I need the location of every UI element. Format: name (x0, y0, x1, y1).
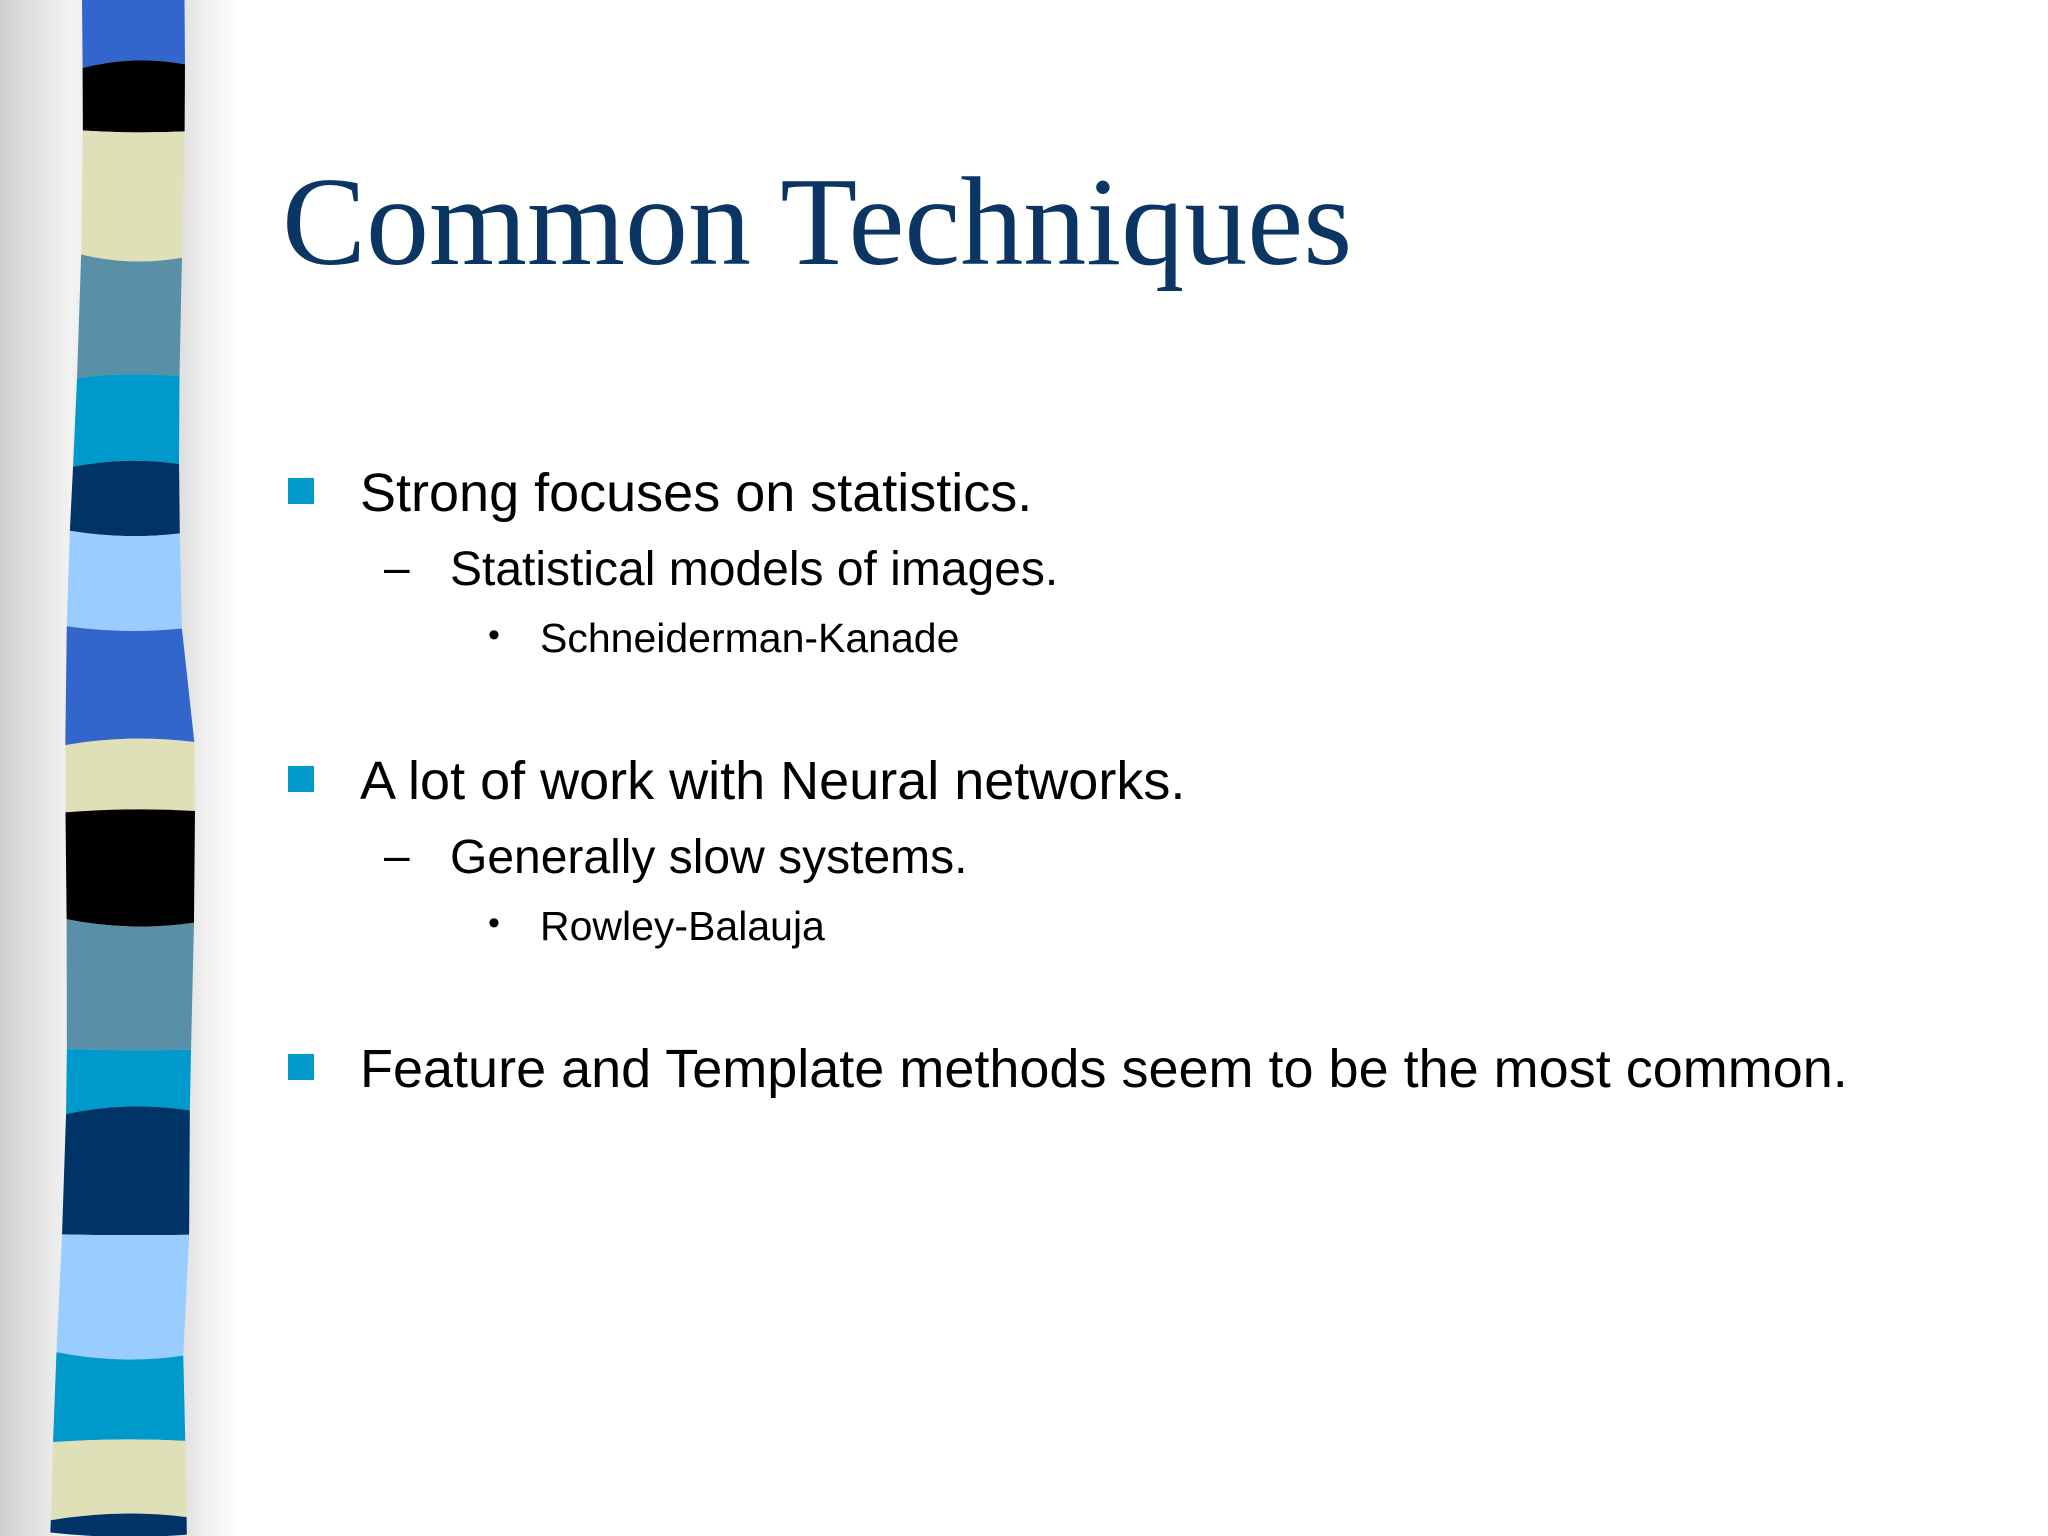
bullet-text: A lot of work with Neural networks. (360, 751, 1186, 811)
bullet-text: Feature and Template methods seem to be the most common. (360, 1039, 1848, 1099)
stripe-segment (81, 130, 184, 261)
square-bullet-icon (288, 1054, 314, 1080)
dash-marker: – (384, 829, 410, 881)
slide-title: Common Techniques (282, 153, 1353, 292)
square-bullet-icon (288, 478, 314, 504)
sub-sub-bullet-text: Rowley-Balauja (540, 903, 825, 949)
stripe-segment (65, 739, 195, 813)
stripe-segment (66, 1049, 191, 1114)
decorative-stripe-bar (0, 0, 240, 1536)
dot-marker: • (488, 904, 500, 942)
stripe-segment (73, 374, 179, 467)
stripe-segment (83, 60, 185, 132)
stripe-segment (66, 809, 195, 926)
stripe-segment (67, 919, 194, 1050)
sub-bullet-text: Generally slow systems. (450, 831, 968, 884)
stripe-segment (82, 0, 185, 68)
stripe-segment (56, 1234, 189, 1359)
stripe-segment (53, 1352, 185, 1442)
bullet-text: Strong focuses on statistics. (360, 463, 1033, 523)
dash-marker: – (384, 541, 410, 593)
stripe-segment (62, 1106, 190, 1235)
stripe-segment (77, 254, 182, 378)
stripe-segment (67, 531, 182, 631)
stripe-segment (70, 461, 180, 536)
sub-bullet-text: Statistical models of images. (450, 543, 1059, 596)
sub-sub-bullet-text: Schneiderman-Kanade (540, 615, 960, 661)
square-bullet-icon (288, 766, 314, 792)
stripe-segment (51, 1439, 187, 1520)
stripe-segment (65, 626, 194, 745)
dot-marker: • (488, 616, 500, 654)
